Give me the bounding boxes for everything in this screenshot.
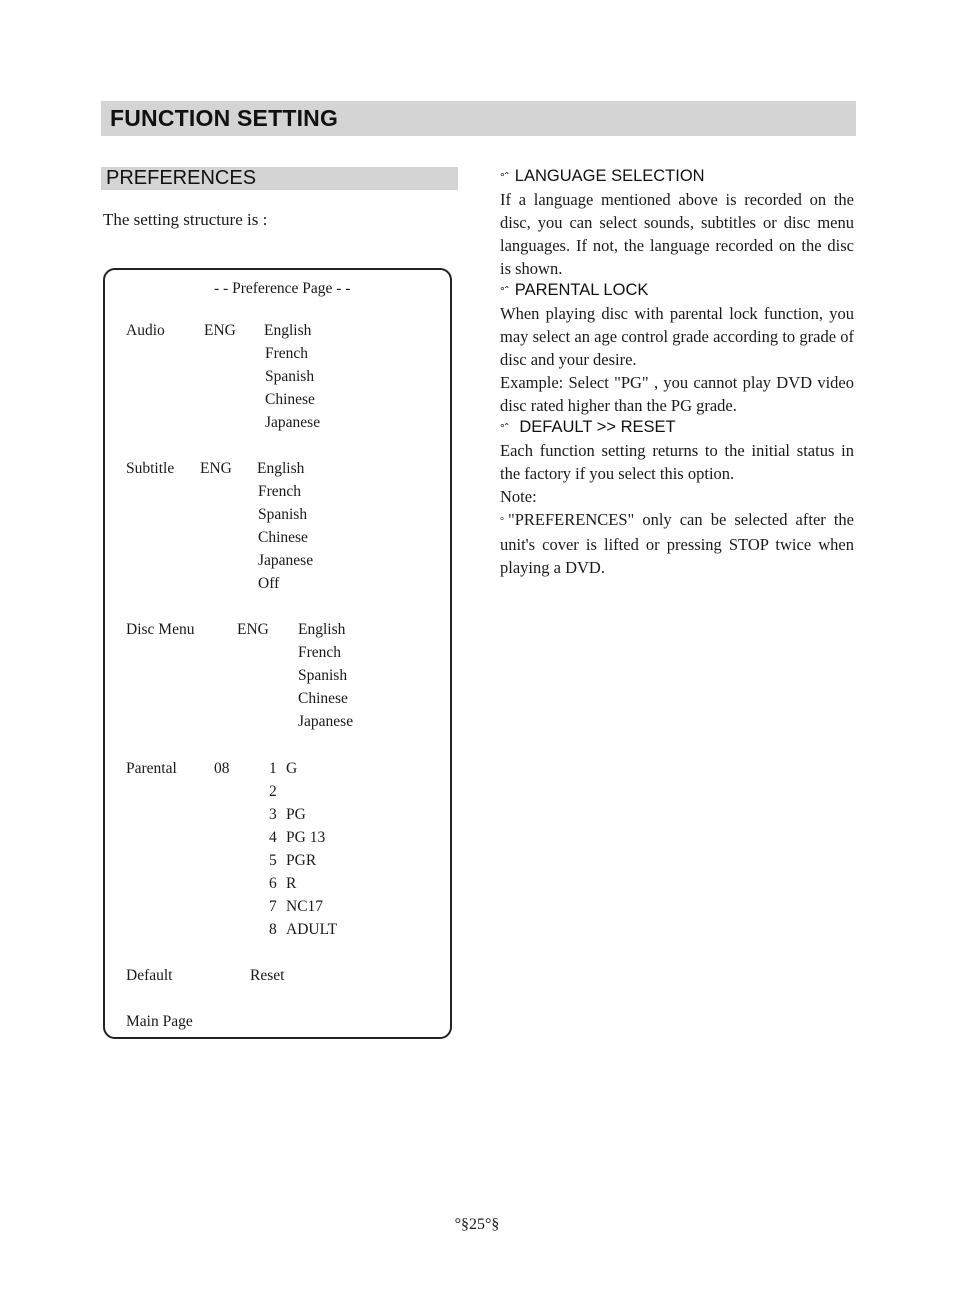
disc-menu-option: Chinese [298, 690, 348, 707]
parental-level-name: PG [286, 806, 306, 823]
parental-lock-example: Example: Select "PG" , you cannot play DVD video disc rated higher than the PG grade. [500, 373, 854, 415]
parental-level-number: 4 [269, 829, 277, 846]
note-mark-icon: ° [500, 515, 504, 527]
parental-level-number: 6 [269, 875, 277, 892]
menu-page-title: - - Preference Page - - [214, 280, 351, 297]
parental-level-name: R [286, 875, 297, 892]
parental-value: 08 [214, 760, 230, 777]
parental-level-name: ADULT [286, 921, 338, 938]
subtitle-option: English [257, 460, 305, 477]
main-page-label: Main Page [126, 1013, 193, 1030]
subtitle-option: Off [258, 575, 280, 592]
parental-level-number: 2 [269, 783, 277, 800]
default-reset-heading [500, 417, 854, 439]
subtitle-option: Chinese [258, 529, 308, 546]
language-selection-heading [500, 166, 854, 188]
default-value: Reset [250, 967, 285, 984]
audio-label: Audio [126, 322, 165, 339]
preferences-section-bar [101, 167, 458, 190]
parental-lock-text: When playing disc with parental lock function, you may select an age control grade according to grade of disc and your desire. [500, 304, 854, 369]
subtitle-option: Spanish [258, 506, 308, 523]
disc-menu-option: French [298, 644, 342, 661]
parental-level-number: 7 [269, 898, 277, 915]
audio-option: English [264, 322, 312, 339]
parental-level-number: 5 [269, 852, 277, 869]
explanation-column [500, 166, 854, 579]
audio-option: French [265, 345, 309, 362]
parental-level-number: 1 [269, 760, 277, 777]
note-body: "PREFERENCES" only can be selected after the unit's cover is lifted or pressing STOP twice when playing a DVD. [500, 510, 854, 577]
language-selection-text: If a language mentioned above is recorded on the disc, you can select sounds, subtitles or disc menu languages. If not, the language recorded on the disc is shown. [500, 190, 854, 278]
subtitle-option: Japanese [258, 552, 314, 569]
disc-menu-option: Japanese [298, 713, 354, 730]
default-reset-text: Each function setting returns to the initial status in the factory if you select this option. [500, 441, 854, 483]
parental-level-name: G [286, 760, 298, 777]
bullet-icon: °ˆ [500, 170, 509, 184]
parental-lock-heading [500, 280, 854, 302]
parental-level-number: 3 [269, 806, 277, 823]
disc-menu-value: ENG [237, 621, 269, 638]
audio-option: Spanish [265, 368, 315, 385]
note-label: Note: [500, 487, 537, 506]
parental-level-name: PG 13 [286, 829, 326, 846]
page-number: °§25°§ [454, 1216, 500, 1233]
disc-menu-label: Disc Menu [126, 621, 195, 638]
heading-text: PARENTAL LOCK [514, 281, 649, 299]
disc-menu-option: Spanish [298, 667, 348, 684]
audio-option: Japanese [265, 414, 321, 431]
audio-value: ENG [204, 322, 236, 339]
subtitle-label: Subtitle [126, 460, 175, 477]
section-title: PREFERENCES [106, 167, 257, 189]
parental-level-name: PGR [286, 852, 317, 869]
intro-text: The setting structure is : [103, 210, 268, 229]
function-setting-banner [101, 101, 856, 136]
page-title: FUNCTION SETTING [110, 105, 339, 131]
audio-option: Chinese [265, 391, 315, 408]
preference-menu-diagram [103, 268, 452, 1039]
subtitle-option: French [258, 483, 302, 500]
parental-level-number: 8 [269, 921, 277, 938]
heading-text: LANGUAGE SELECTION [514, 167, 705, 185]
default-label: Default [126, 967, 173, 984]
parental-label: Parental [126, 760, 177, 777]
parental-level-name: NC17 [286, 898, 324, 915]
heading-text: DEFAULT >> RESET [514, 418, 676, 436]
note-text [500, 508, 854, 579]
bullet-icon: °ˆ [500, 284, 509, 298]
subtitle-value: ENG [200, 460, 232, 477]
bullet-icon: °ˆ [500, 421, 509, 435]
disc-menu-option: English [298, 621, 346, 638]
